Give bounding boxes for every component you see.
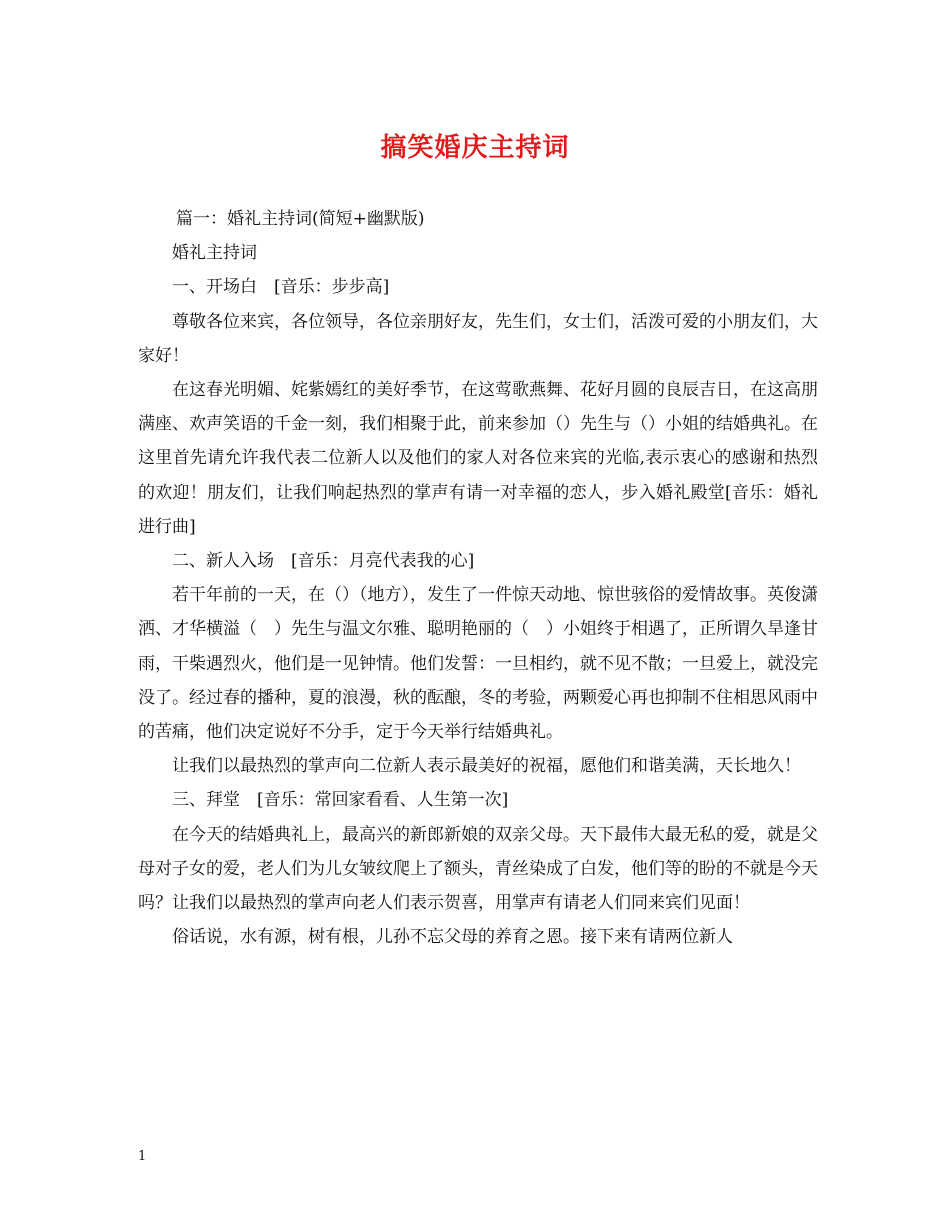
paragraph: 在这春光明媚、姹紫嫣红的美好季节，在这莺歌燕舞、花好月圆的良辰吉日，在这高朋满座、欢声笑语的千金一刻，我们相聚于此，前来参加（）先生与（）小姐的结婚典礼。在这里首先请允许我代表二位新人以及他们的家人对各位来宾的光临,表示衷心的感谢和热烈的欢迎！朋友们，让我们响起热烈的掌声有请一对幸福的恋人，步入婚礼殿堂[音乐：婚礼进行曲] — [138, 380, 818, 537]
page-number: 1 — [138, 1149, 147, 1164]
document-title: 搞笑婚庆主持词 — [380, 133, 570, 163]
paragraph: 若干年前的一天，在（）（地方），发生了一件惊天动地、惊世骇俗的爱情故事。英俊潇洒、才华横溢（ ）先生与温文尔雅、聪明艳丽的（ ）小姐终于相遇了，正所谓久旱逢甘雨，干柴遇烈火，他们是一见钟情。他们发誓：一旦相约，就不见不散；一旦爱上，就没完没了。经过春的播种，夏的浪漫，秋的酝酿，冬的考验，两颗爱心再也抑制不住相思风雨中的苦痛，他们决定说好不分手，定于今天举行结婚典礼。 — [138, 585, 818, 743]
section-heading-ceremony: 三、拜堂 [音乐：常回家看看、人生第一次] — [172, 790, 509, 811]
paragraph: 在今天的结婚典礼上，最高兴的新郎新娘的双亲父母。天下最伟大最无私的爱，就是父母对子女的爱，老人们为儿女皱纹爬上了额头，青丝染成了白发，他们等的盼的不就是今天吗？让我们以最热烈的掌声向老人们表示贺喜，用掌声有请老人们同来宾们见面！ — [138, 824, 818, 914]
section-heading-entrance: 二、新人入场 [音乐：月亮代表我的心] — [172, 551, 475, 572]
document-body — [138, 202, 818, 954]
paragraph: 尊敬各位来宾，各位领导，各位亲朋好友，先生们，女士们，活泼可爱的小朋友们，大家好！ — [138, 311, 818, 366]
section-heading-part1: 篇一：婚礼主持词(简短+幽默版) — [176, 209, 425, 229]
subheading: 婚礼主持词 — [172, 243, 257, 264]
paragraph: 俗话说，水有源，树有根，儿孙不忘父母的养育之恩。接下来有请两位新人 — [172, 927, 733, 948]
section-heading-opening: 一、开场白 [音乐：步步高] — [172, 277, 390, 298]
paragraph: 让我们以最热烈的掌声向二位新人表示最美好的祝福，愿他们和谐美满，天长地久！ — [172, 756, 801, 777]
